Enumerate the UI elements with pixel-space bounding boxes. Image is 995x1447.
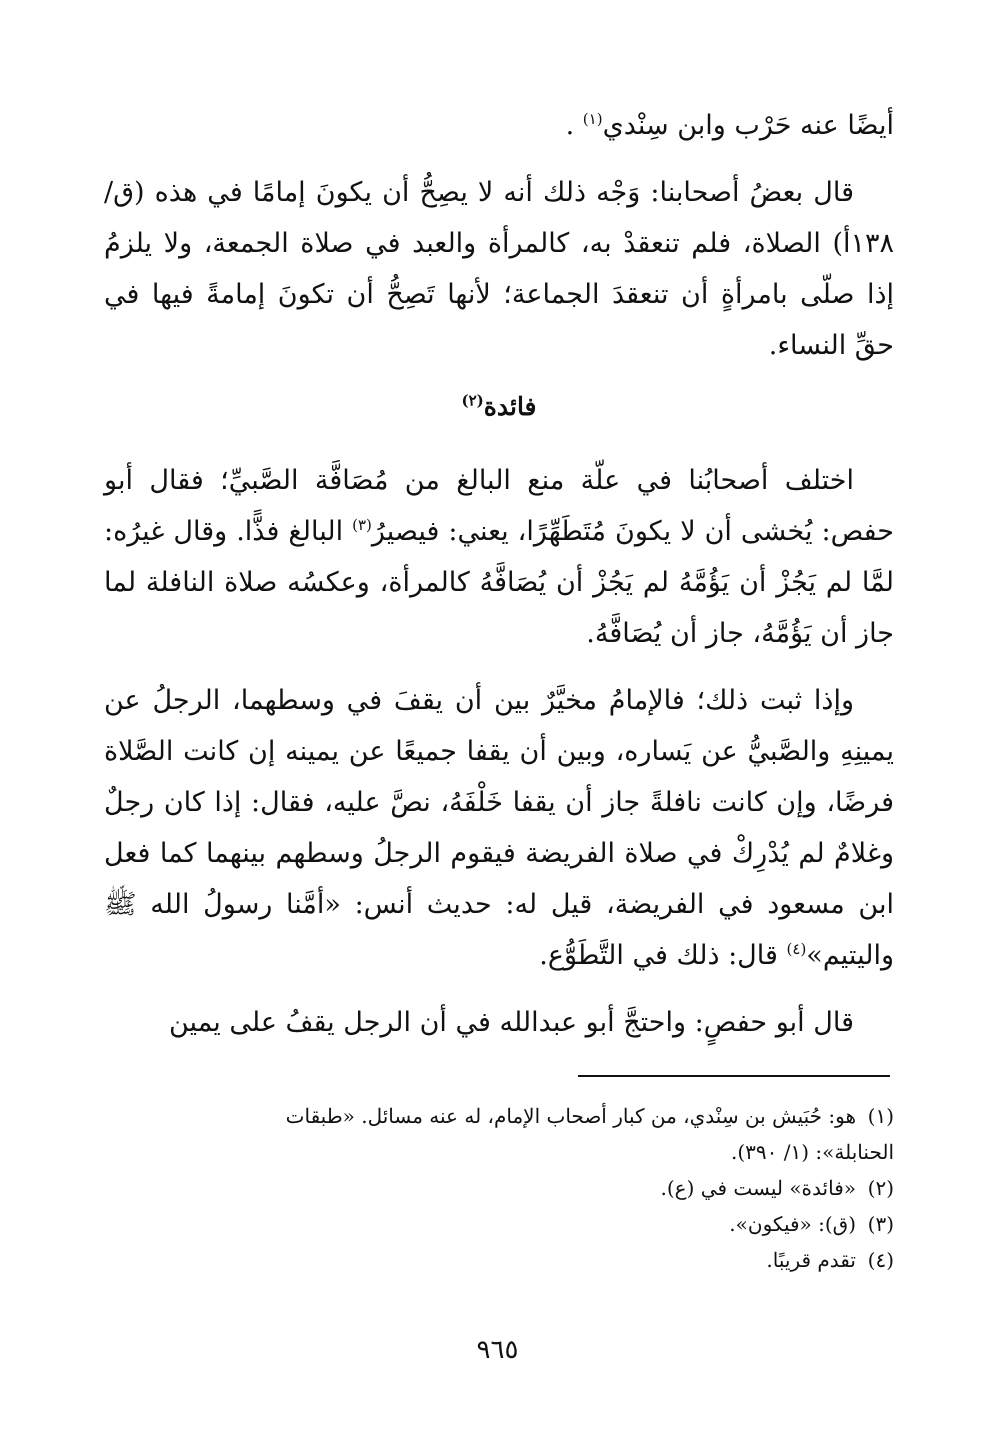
footnote-4 [104,1242,894,1278]
paragraph-4-text-b: قال: ذلك في التَّطَوُّع. [539,940,787,971]
paragraph-3-text-b: البالغ فذًّا. وقال غيرُه: لمَّا لم يَجُزْ أن يَؤُمَّهُ لم يَجُزْ أن يُصَافَّهُ كالمرأة، وعكسُه صلاة النافلة لما جاز أن يَؤُمَّهُ، جاز أن يُصَافَّهُ. [104,516,894,649]
footnote-3-text: (ق): «فيكون». [729,1212,856,1236]
footnote-1-number: (١) [867,1104,894,1128]
section-heading [104,387,894,427]
footnote-3 [104,1206,894,1242]
footnote-ref-3[interactable]: (٣) [352,516,372,534]
paragraph-1-end: . [565,110,583,141]
paragraph-5: قال أبو حفصٍ: واحتجَّ أبو عبدالله في أن الرجل يقفُ على يمين [169,1007,854,1038]
footnote-4-text: تقدم قريبًا. [766,1248,856,1272]
footnote-1-text: هو: حُبَيش بن سِنْدي، من كبار أصحاب الإمام، له عنه مسائل. «طبقات [285,1104,856,1128]
footnote-2 [104,1170,894,1206]
paragraph-1-text: أيضًا عنه حَرْب وابن سِنْدي [602,110,894,141]
footnote-1-continuation: الحنابلة»: (١/ ٣٩٠). [731,1140,894,1164]
footnote-1 [104,1098,894,1134]
paragraph-3 [104,455,894,659]
section-heading-text: فائدة [483,392,537,421]
footnote-ref-1[interactable]: (١) [582,110,603,128]
page-body [104,100,894,1064]
footnote-ref-4[interactable]: (٤) [786,940,807,958]
paragraph-4 [104,675,894,981]
paragraph-3-text-a: اختلف أصحابُنا في علّة منع البالغ من مُصَافَّة الصَّبيِّ؛ فقال أبو حفص: يُخشى أن لا يكونَ مُتَطَهِّرًا، يعني: فيصيرُ [104,465,894,547]
footnote-3-number: (٣) [867,1212,894,1236]
page-number: ٩٦٥ [476,1335,519,1365]
footnotes [104,1098,894,1278]
footnote-2-text: «فائدة» ليست في (ع). [660,1176,856,1200]
paragraph-1 [104,100,894,151]
footnote-separator [578,1075,890,1077]
paragraph-2: قال بعضُ أصحابنا: وَجْه ذلك أنه لا يصِحُّ أن يكونَ إمامًا في هذه (ق/١٣٨أ) الصلاة، فلم تنعقدْ به، كالمرأة والعبد في صلاة الجمعة، ولا يلزمُ إذا صلّى بامرأةٍ أن تنعقدَ الجماعة؛ لأنها تَصِحُّ أن تكونَ إمامةً فيها في حقِّ النساء. [104,177,894,361]
paragraph-4-text-a: وإذا ثبت ذلك؛ فالإمامُ مخيَّرٌ بين أن يقفَ في وسطهما، الرجلُ عن يمينِهِ والصَّبيُّ عن يَساره، وبين أن يقفا جميعًا عن يمينه إن كانت الصَّلاة فرضًا، وإن كانت نافلةً جاز أن يقفا خَلْفَهُ، نصَّ عليه، فقال: إذا كان رجلٌ وغلامٌ لم يُدْرِكْ في صلاة الفريضة فيقوم الرجلُ وسطهم بينهما كما فعل ابن مسعود في الفريضة، قيل له: حديث أنس: «أمَّنا رسولُ الله ﷺ واليتيم» [104,685,894,971]
footnote-2-number: (٢) [867,1176,894,1200]
footnote-4-number: (٤) [867,1248,894,1272]
footnote-ref-2[interactable]: (٢) [461,391,484,410]
